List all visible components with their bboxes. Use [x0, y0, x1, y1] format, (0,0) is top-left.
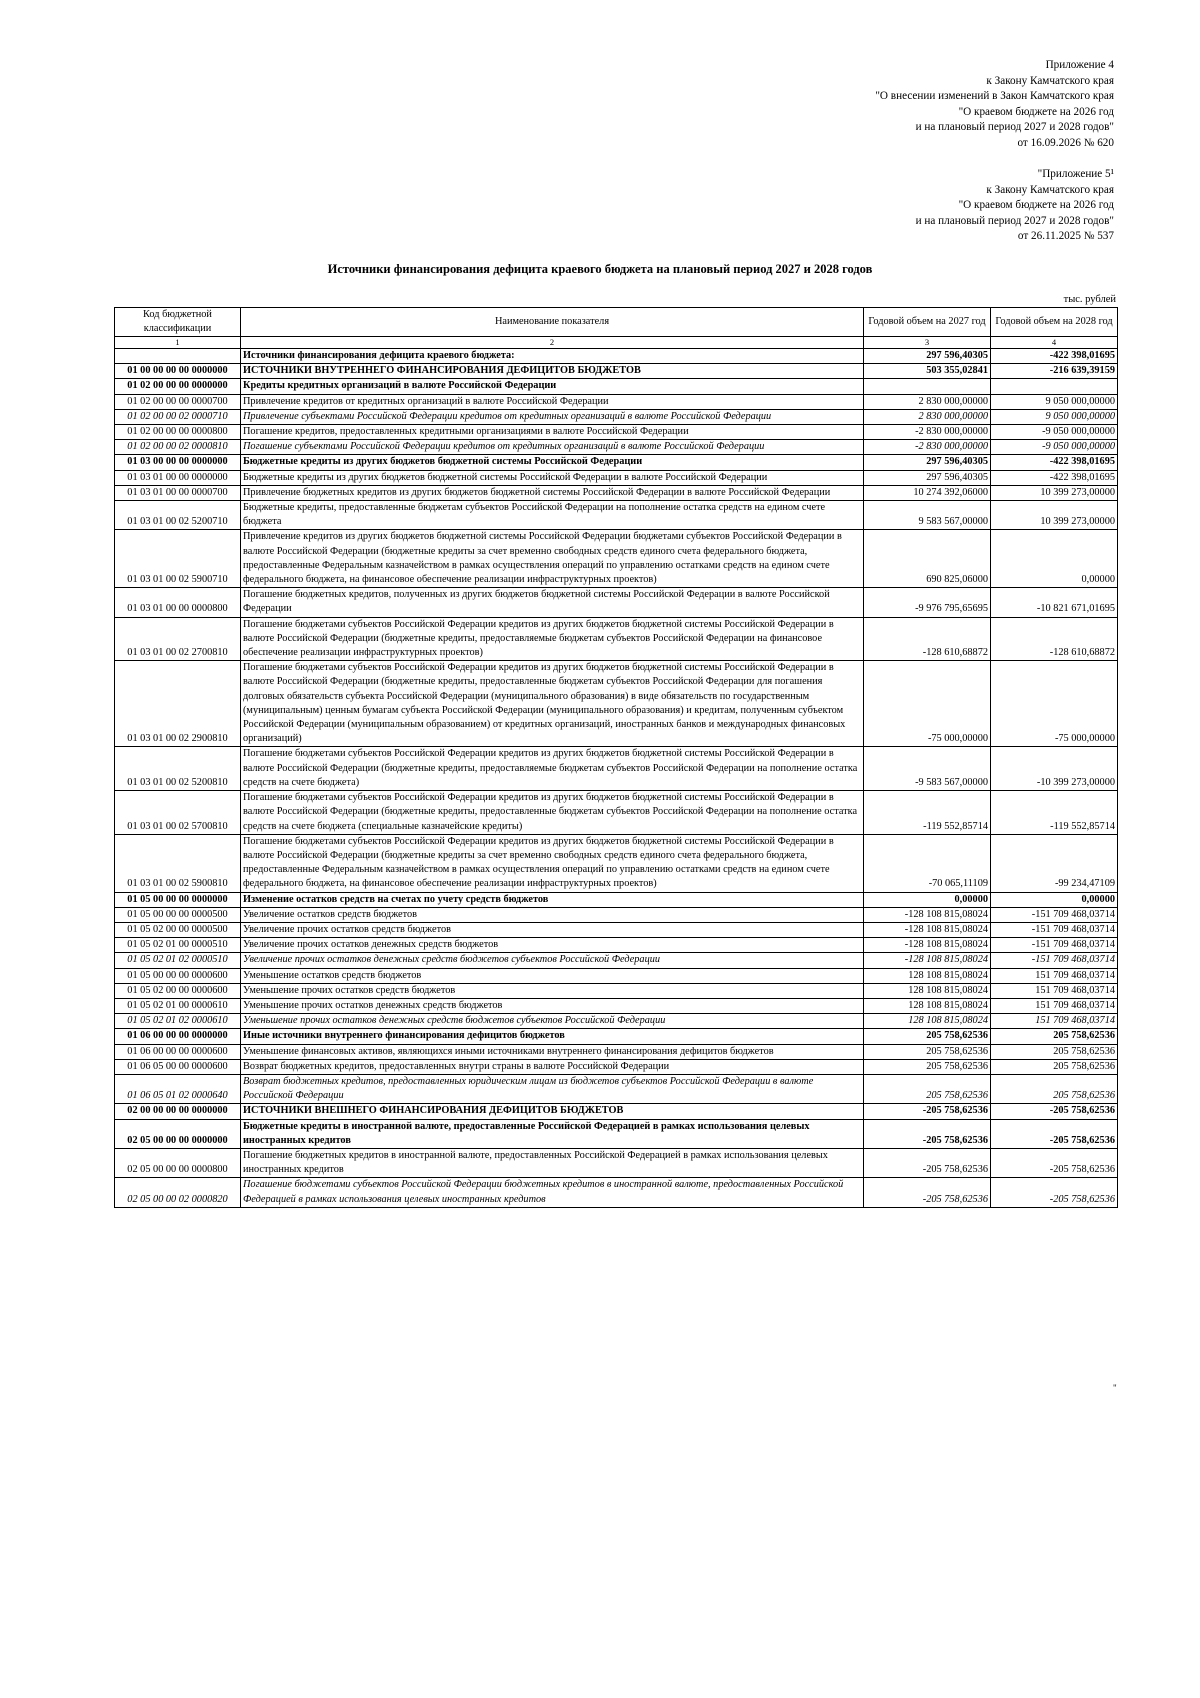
row-value-2028: -422 398,01695 [991, 349, 1118, 364]
row-name: Погашение бюджетами субъектов Российской Федерации кредитов из других бюджетов бюджетной системы Российской Федерации в валюте Российской Федерации (бюджетные кредиты, предоставленные бюджетам субъектов Российской Федерации на пополнение остатка средств на счете бюджета (специальные казначейские кредиты) [241, 791, 864, 835]
row-name: Уменьшение прочих остатков денежных средств бюджетов [241, 998, 864, 1013]
header-line: Приложение 4 [1045, 59, 1114, 71]
column-number-row [115, 337, 1118, 349]
row-code: 01 05 02 01 02 0000510 [115, 953, 241, 968]
row-name: Увеличение прочих остатков денежных средств бюджетов субъектов Российской Федерации [241, 953, 864, 968]
row-name: Уменьшение остатков средств бюджетов [241, 968, 864, 983]
row-value-2027: 0,00000 [864, 892, 991, 907]
row-value-2028: 151 709 468,03714 [991, 983, 1118, 998]
row-code: 01 02 00 00 00 0000000 [115, 379, 241, 394]
row-value-2028: -151 709 468,03714 [991, 953, 1118, 968]
row-value-2027 [864, 379, 991, 394]
row-code: 01 03 01 00 02 5900710 [115, 530, 241, 588]
row-value-2028: -151 709 468,03714 [991, 938, 1118, 953]
row-value-2027: -128 610,68872 [864, 617, 991, 661]
row-code: 01 06 05 00 00 0000600 [115, 1059, 241, 1074]
row-value-2028: 9 050 000,00000 [991, 394, 1118, 409]
row-value-2028: -119 552,85714 [991, 791, 1118, 835]
row-value-2027: -128 108 815,08024 [864, 953, 991, 968]
row-value-2028: 205 758,62536 [991, 1044, 1118, 1059]
row-value-2027: -128 108 815,08024 [864, 922, 991, 937]
table-row [115, 440, 1118, 455]
table-row [115, 1119, 1118, 1148]
header-line: "Приложение 5¹ [1037, 168, 1114, 180]
table-row [115, 834, 1118, 892]
table-row [115, 425, 1118, 440]
table-row [115, 1044, 1118, 1059]
row-code: 01 05 02 00 00 0000500 [115, 922, 241, 937]
row-code: 02 05 00 00 00 0000800 [115, 1148, 241, 1177]
row-value-2027: -205 758,62536 [864, 1148, 991, 1177]
row-name: Погашение кредитов, предоставленных кредитными организациями в валюте Российской Федерации [241, 425, 864, 440]
header-line: от 26.11.2025 № 537 [1017, 230, 1114, 243]
table-row [115, 501, 1118, 530]
row-code: 01 06 05 01 02 0000640 [115, 1074, 241, 1103]
table-row [115, 364, 1118, 379]
header-line: "О внесении изменений в Закон Камчатского края [875, 90, 1114, 103]
table-row [115, 1148, 1118, 1177]
row-value-2027: 128 108 815,08024 [864, 998, 991, 1013]
row-value-2027: 297 596,40305 [864, 455, 991, 470]
row-code: 01 02 00 00 02 0000710 [115, 409, 241, 424]
row-name: Погашение бюджетами субъектов Российской Федерации кредитов из других бюджетов бюджетной системы Российской Федерации в валюте Российской Федерации (бюджетные кредиты, предоставленные бюджетам субъектов Российской Федерации для погашения долговых обязательств субъекта Российской Федерации (муниципального образования) в виде обязательств по государственным (муниципальным) ценным бумагам субъекта Российской Федерации (муниципального образования) и кредитам, полученным субъектом Российской Федерации (муниципальным образованием) от кредитных организаций, иностранных банков и международных финансовых организаций) [241, 661, 864, 747]
row-code: 01 06 00 00 00 0000000 [115, 1029, 241, 1044]
row-value-2028: -216 639,39159 [991, 364, 1118, 379]
row-value-2028: -10 821 671,01695 [991, 588, 1118, 617]
row-code: 02 05 00 00 02 0000820 [115, 1178, 241, 1207]
row-code: 01 02 00 00 00 0000800 [115, 425, 241, 440]
row-code: 01 02 00 00 02 0000810 [115, 440, 241, 455]
document-title: Источники финансирования дефицита краевого бюджета на плановый период 2027 и 2028 годов [327, 262, 873, 276]
row-value-2028: -205 758,62536 [991, 1119, 1118, 1148]
table-row [115, 588, 1118, 617]
row-value-2028: 10 399 273,00000 [991, 485, 1118, 500]
table-row [115, 470, 1118, 485]
row-value-2028: -10 399 273,00000 [991, 747, 1118, 791]
closing-quote: " [1113, 1383, 1117, 1393]
row-name: Погашение бюджетных кредитов, полученных из других бюджетов бюджетной системы Российской Федерации в валюте Российской Федерации [241, 588, 864, 617]
header-line: к Закону Камчатского края [986, 74, 1114, 87]
row-name: Погашение бюджетами субъектов Российской Федерации кредитов из других бюджетов бюджетной системы Российской Федерации в валюте Российской Федерации (бюджетные кредиты, предоставляемые бюджетам субъектов Российской Федерации на финансовое обеспечение реализации инфраструктурных проектов) [241, 617, 864, 661]
row-code: 01 03 01 00 02 5200810 [115, 747, 241, 791]
row-value-2028: -9 050 000,00000 [991, 425, 1118, 440]
row-code: 01 02 00 00 00 0000700 [115, 394, 241, 409]
row-name: Увеличение остатков средств бюджетов [241, 907, 864, 922]
row-value-2028: -205 758,62536 [991, 1148, 1118, 1177]
row-value-2027: -205 758,62536 [864, 1104, 991, 1119]
row-value-2027: 205 758,62536 [864, 1044, 991, 1059]
row-code: 01 05 02 01 02 0000610 [115, 1014, 241, 1029]
row-code: 01 03 01 00 02 5700810 [115, 791, 241, 835]
table-row [115, 617, 1118, 661]
row-value-2027: -2 830 000,00000 [864, 440, 991, 455]
row-name: Погашение бюджетами субъектов Российской Федерации кредитов из других бюджетов бюджетной системы Российской Федерации в валюте Российской Федерации (бюджетные кредиты за счет временно свободных средств единого счета федерального бюджета, предоставленные Федеральным казначейством в рамках осуществления операций по управлению остатками средств на едином счете федерального бюджета, на финансовое обеспечение реализации инфраструктурных проектов) [241, 834, 864, 892]
table-row [115, 1178, 1118, 1207]
row-code: 01 03 01 00 02 5200710 [115, 501, 241, 530]
row-name: Погашение бюджетами субъектов Российской Федерации бюджетных кредитов в иностранной валюте, предоставленных Российской Федерацией в рамках использования целевых иностранных кредитов [241, 1178, 864, 1207]
row-value-2027: -128 108 815,08024 [864, 938, 991, 953]
header-line: от 16.09.2026 № 620 [1017, 136, 1114, 149]
row-name: Привлечение бюджетных кредитов из других бюджетов бюджетной системы Российской Федерации в валюте Российской Федерации [241, 485, 864, 500]
row-value-2027: -70 065,11109 [864, 834, 991, 892]
column-number: 3 [864, 337, 991, 349]
row-code: 01 03 01 00 00 0000800 [115, 588, 241, 617]
row-name: Привлечение кредитов от кредитных организаций в валюте Российской Федерации [241, 394, 864, 409]
header-line: и на плановый период 2027 и 2028 годов" [915, 214, 1114, 227]
row-code: 01 05 02 00 00 0000600 [115, 983, 241, 998]
row-value-2028: 205 758,62536 [991, 1059, 1118, 1074]
row-code: 01 05 02 01 00 0000610 [115, 998, 241, 1013]
row-value-2027: -128 108 815,08024 [864, 907, 991, 922]
row-name: Увеличение прочих остатков денежных средств бюджетов [241, 938, 864, 953]
row-value-2027: -9 976 795,65695 [864, 588, 991, 617]
header-line: к Закону Камчатского края [986, 183, 1114, 196]
row-name: Изменение остатков средств на счетах по учету средств бюджетов [241, 892, 864, 907]
row-name: Погашение бюджетами субъектов Российской Федерации кредитов из других бюджетов бюджетной системы Российской Федерации в валюте Российской Федерации (бюджетные кредиты, предоставляемые бюджетам субъектов Российской Федерации на пополнение остатка средств на счете бюджета) [241, 747, 864, 791]
row-value-2028: -151 709 468,03714 [991, 922, 1118, 937]
table-row [115, 1014, 1118, 1029]
row-value-2027: 128 108 815,08024 [864, 968, 991, 983]
row-value-2027: -205 758,62536 [864, 1178, 991, 1207]
table-row [115, 998, 1118, 1013]
header-line: и на плановый период 2027 и 2028 годов" [915, 121, 1114, 134]
row-value-2027: 297 596,40305 [864, 349, 991, 364]
column-header-2027: Годовой объем на 2027 год [864, 308, 991, 337]
table-row [115, 938, 1118, 953]
row-value-2027: 205 758,62536 [864, 1029, 991, 1044]
table-row [115, 907, 1118, 922]
row-code: 01 05 00 00 00 0000600 [115, 968, 241, 983]
financing-sources-table [114, 307, 1118, 1208]
row-value-2028: -422 398,01695 [991, 470, 1118, 485]
row-value-2028: -128 610,68872 [991, 617, 1118, 661]
row-name: Бюджетные кредиты из других бюджетов бюджетной системы Российской Федерации в валюте Российской Федерации [241, 470, 864, 485]
table-row [115, 983, 1118, 998]
column-header-code: Код бюджетной классификации [115, 308, 241, 337]
header-line: "О краевом бюджете на 2026 год [958, 199, 1114, 212]
row-value-2028: -75 000,00000 [991, 661, 1118, 747]
row-name: Погашение субъектами Российской Федерации кредитов от кредитных организаций в валюте Российской Федерации [241, 440, 864, 455]
row-value-2027: -9 583 567,00000 [864, 747, 991, 791]
row-name: Источники финансирования дефицита краевого бюджета: [241, 349, 864, 364]
row-value-2027: -75 000,00000 [864, 661, 991, 747]
row-value-2027: 9 583 567,00000 [864, 501, 991, 530]
row-value-2027: -119 552,85714 [864, 791, 991, 835]
row-code: 01 03 01 00 02 5900810 [115, 834, 241, 892]
table-body [115, 308, 1118, 1208]
table-row [115, 892, 1118, 907]
row-value-2027: 2 830 000,00000 [864, 409, 991, 424]
row-code: 01 05 00 00 00 0000500 [115, 907, 241, 922]
row-value-2027: 205 758,62536 [864, 1074, 991, 1103]
row-code: 01 03 01 00 02 2900810 [115, 661, 241, 747]
row-value-2027: 297 596,40305 [864, 470, 991, 485]
table-row [115, 379, 1118, 394]
table-row [115, 349, 1118, 364]
row-value-2028: 151 709 468,03714 [991, 998, 1118, 1013]
table-row [115, 1074, 1118, 1103]
row-value-2027: 690 825,06000 [864, 530, 991, 588]
column-number: 2 [241, 337, 864, 349]
row-name: Уменьшение прочих остатков денежных средств бюджетов субъектов Российской Федерации [241, 1014, 864, 1029]
row-value-2028: -99 234,47109 [991, 834, 1118, 892]
table-row [115, 661, 1118, 747]
table-row [115, 530, 1118, 588]
row-value-2028: 205 758,62536 [991, 1074, 1118, 1103]
row-value-2028: 10 399 273,00000 [991, 501, 1118, 530]
row-value-2028: 151 709 468,03714 [991, 968, 1118, 983]
units-label: тыс. рублей [1063, 294, 1116, 305]
row-code: 01 05 00 00 00 0000000 [115, 892, 241, 907]
row-value-2028: -151 709 468,03714 [991, 907, 1118, 922]
header-line: "О краевом бюджете на 2026 год [958, 105, 1114, 118]
row-name: Привлечение субъектами Российской Федерации кредитов от кредитных организаций в валюте Российской Федерации [241, 409, 864, 424]
row-value-2027: 205 758,62536 [864, 1059, 991, 1074]
table-row [115, 747, 1118, 791]
row-value-2028: 151 709 468,03714 [991, 1014, 1118, 1029]
row-code: 01 00 00 00 00 0000000 [115, 364, 241, 379]
row-name: Иные источники внутреннего финансирования дефицитов бюджетов [241, 1029, 864, 1044]
row-value-2028: 9 050 000,00000 [991, 409, 1118, 424]
row-value-2028: -9 050 000,00000 [991, 440, 1118, 455]
table-row [115, 1029, 1118, 1044]
table-row [115, 455, 1118, 470]
row-value-2028 [991, 379, 1118, 394]
row-code: 01 05 02 01 00 0000510 [115, 938, 241, 953]
row-name: Увеличение прочих остатков средств бюджетов [241, 922, 864, 937]
row-code: 02 00 00 00 00 0000000 [115, 1104, 241, 1119]
row-code: 01 03 01 00 02 2700810 [115, 617, 241, 661]
row-name: ИСТОЧНИКИ ВНУТРЕННЕГО ФИНАНСИРОВАНИЯ ДЕФИЦИТОВ БЮДЖЕТОВ [241, 364, 864, 379]
row-value-2028: -205 758,62536 [991, 1178, 1118, 1207]
row-code: 01 03 01 00 00 0000000 [115, 470, 241, 485]
row-value-2027: -205 758,62536 [864, 1119, 991, 1148]
table-row [115, 968, 1118, 983]
row-name: Бюджетные кредиты в иностранной валюте, предоставленные Российской Федерацией в рамках использования целевых иностранных кредитов [241, 1119, 864, 1148]
table-row [115, 791, 1118, 835]
table-row [115, 953, 1118, 968]
row-name: Бюджетные кредиты из других бюджетов бюджетной системы Российской Федерации [241, 455, 864, 470]
table-header-row [115, 308, 1118, 337]
column-number: 4 [991, 337, 1118, 349]
row-value-2028: -205 758,62536 [991, 1104, 1118, 1119]
row-value-2027: 128 108 815,08024 [864, 983, 991, 998]
row-value-2027: 128 108 815,08024 [864, 1014, 991, 1029]
row-name: Уменьшение прочих остатков средств бюджетов [241, 983, 864, 998]
row-value-2028: -422 398,01695 [991, 455, 1118, 470]
row-value-2028: 205 758,62536 [991, 1029, 1118, 1044]
column-header-name: Наименование показателя [241, 308, 864, 337]
row-name: Возврат бюджетных кредитов, предоставленных юридическим лицам из бюджетов субъектов Российской Федерации в валюте Российской Федерации [241, 1074, 864, 1103]
table-row [115, 485, 1118, 500]
row-code [115, 349, 241, 364]
row-value-2027: -2 830 000,00000 [864, 425, 991, 440]
row-value-2028: 0,00000 [991, 530, 1118, 588]
row-code: 02 05 00 00 00 0000000 [115, 1119, 241, 1148]
row-code: 01 03 00 00 00 0000000 [115, 455, 241, 470]
original-appendix-header [916, 167, 1114, 245]
row-name: Кредиты кредитных организаций в валюте Российской Федерации [241, 379, 864, 394]
row-value-2027: 10 274 392,06000 [864, 485, 991, 500]
row-value-2028: 0,00000 [991, 892, 1118, 907]
column-header-2028: Годовой объем на 2028 год [991, 308, 1118, 337]
table-row [115, 1059, 1118, 1074]
table-row [115, 409, 1118, 424]
appendix-header [875, 58, 1114, 152]
table-row [115, 922, 1118, 937]
row-value-2027: 2 830 000,00000 [864, 394, 991, 409]
row-name: Уменьшение финансовых активов, являющихся иными источниками внутреннего финансирования дефицитов бюджетов [241, 1044, 864, 1059]
column-number: 1 [115, 337, 241, 349]
row-name: Привлечение кредитов из других бюджетов бюджетной системы Российской Федерации бюджетами субъектов Российской Федерации в валюте Российской Федерации (бюджетные кредиты за счет временно свободных средств единого счета федерального бюджета, предоставленные Федеральным казначейством в рамках осуществления операций по управлению остатками средств на едином счете федерального бюджета, на финансовое обеспечение реализации инфраструктурных проектов) [241, 530, 864, 588]
row-name: ИСТОЧНИКИ ВНЕШНЕГО ФИНАНСИРОВАНИЯ ДЕФИЦИТОВ БЮДЖЕТОВ [241, 1104, 864, 1119]
row-code: 01 06 00 00 00 0000600 [115, 1044, 241, 1059]
table-row [115, 1104, 1118, 1119]
row-name: Возврат бюджетных кредитов, предоставленных внутри страны в валюте Российской Федерации [241, 1059, 864, 1074]
table-row [115, 394, 1118, 409]
row-name: Бюджетные кредиты, предоставленные бюджетам субъектов Российской Федерации на пополнение остатка средств на едином счете бюджета [241, 501, 864, 530]
row-name: Погашение бюджетных кредитов в иностранной валюте, предоставленных Российской Федерацией в рамках использования целевых иностранных кредитов [241, 1148, 864, 1177]
row-value-2027: 503 355,02841 [864, 364, 991, 379]
row-code: 01 03 01 00 00 0000700 [115, 485, 241, 500]
